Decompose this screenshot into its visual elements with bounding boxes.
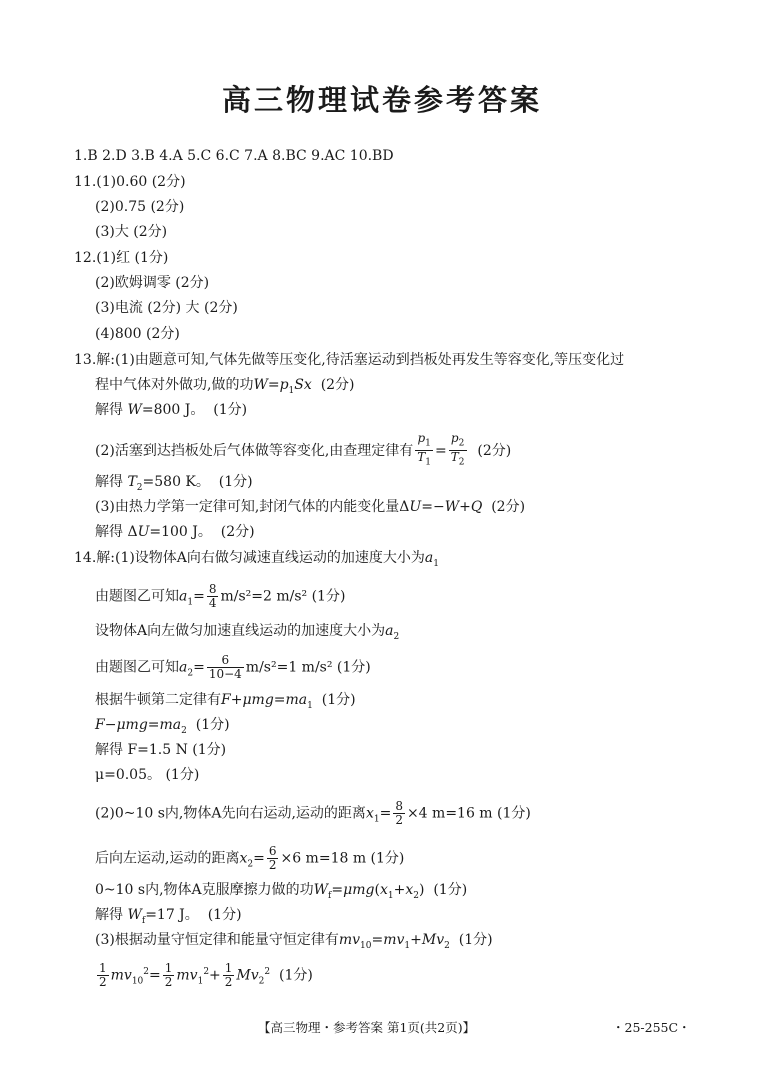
q13-line-3: 解得 W=800 J。 (1分) — [95, 402, 248, 418]
q13-line-6: (3)由热力学第一定律可知,封闭气体的内能变化量ΔU=−W+Q (2分) — [95, 499, 526, 515]
q14-line-1: 14.解:(1)设物体A向右做匀减速直线运动的加速度大小为$a_1$ — [74, 550, 440, 569]
q12-line-4: (4)800 (2分) — [95, 326, 180, 342]
q14-line-13: (3)根据动量守恒定律和能量守恒定律有$mv_{10}=mv_1+Mv_2$ (1分) — [95, 932, 493, 951]
q14-line-5: 根据牛顿第二定律有$F+\mu mg=ma_1$ (1分) — [95, 692, 356, 711]
multiple-choice-answers: 1.B 2.D 3.B 4.A 5.C 6.C 7.A 8.BC 9.AC 10.BD — [74, 148, 394, 164]
q12-line-3: (3)电流 (2分) 大 (2分) — [95, 300, 238, 316]
q12-line-1: 12.(1)红 (1分) — [74, 250, 169, 266]
page-title: 高三物理试卷参考答案 — [221, 83, 542, 117]
q14-line-12: 解得 $W_f=17$ J。 (1分) — [95, 907, 242, 926]
q11-line-2: (2)0.75 (2分) — [95, 199, 185, 215]
q14-line-3: 设物体A向左做匀加速直线运动的加速度大小为$a_2$ — [95, 623, 400, 642]
q14-line-8: μ=0.05。 (1分) — [95, 767, 200, 783]
q11-line-1: 11.(1)0.60 (2分) — [74, 174, 186, 190]
footer-page-info: 【高三物理・参考答案 第1页(共2页)】 — [258, 1020, 476, 1035]
footer-code: ・25-255C・ — [612, 1020, 691, 1035]
q14-line-14: $\frac{1}{2}$ $mv_{10}^2=$ $\frac{1}{2}$ $mv_1^2+$ $\frac{1}{2}$ $Mv_2^2$ (1分) — [99, 961, 313, 990]
q13-line-1: 13.解:(1)由题意可知,气体先做等压变化,待活塞运动到挡板处再发生等容变化,等压变化过 — [74, 352, 625, 368]
q14-line-6: $F-\mu mg=ma_2$ (1分) — [95, 717, 230, 736]
q11-line-3: (3)大 (2分) — [95, 224, 168, 240]
q14-line-10: 后向左运动,运动的距离$x_2=$ $\frac{6}{2}$ ×6 m=18 m (1分) — [95, 844, 405, 872]
q14-line-2: 由题图乙可知$a_1=$ $\frac{8}{4}$ m/s²=2 m/s² (1分) — [95, 582, 346, 610]
q13-line-2: 程中气体对外做功,做的功$W=p_1Sx$ (2分) — [95, 377, 355, 396]
q14-line-4: 由题图乙可知$a_2=$ $\frac{6}{10-4}$ m/s²=1 m/s² (1分) — [95, 653, 371, 681]
q14-line-7: 解得 F=1.5 N (1分) — [95, 742, 227, 758]
q13-line-7: 解得 ΔU=100 J。 (2分) — [95, 524, 255, 540]
q13-line-4: (2)活塞到达挡板处后气体做等容变化,由查理定律有 $\frac{p_1}{T_1}$ = $\frac{p_2}{T_2}$ (2分) — [95, 431, 512, 468]
q14-line-9: (2)0~10 s内,物体A先向右运动,运动的距离$x_1=$ $\frac{8}{2}$ ×4 m=16 m (1分) — [95, 799, 531, 827]
q12-line-2: (2)欧姆调零 (2分) — [95, 275, 210, 291]
q14-line-11: 0~10 s内,物体A克服摩擦力做的功$W_f=\mu mg(x_1+x_2)$ (1分) — [95, 882, 468, 901]
q13-line-5: 解得 $T_2=580$ K。 (1分) — [95, 474, 253, 493]
